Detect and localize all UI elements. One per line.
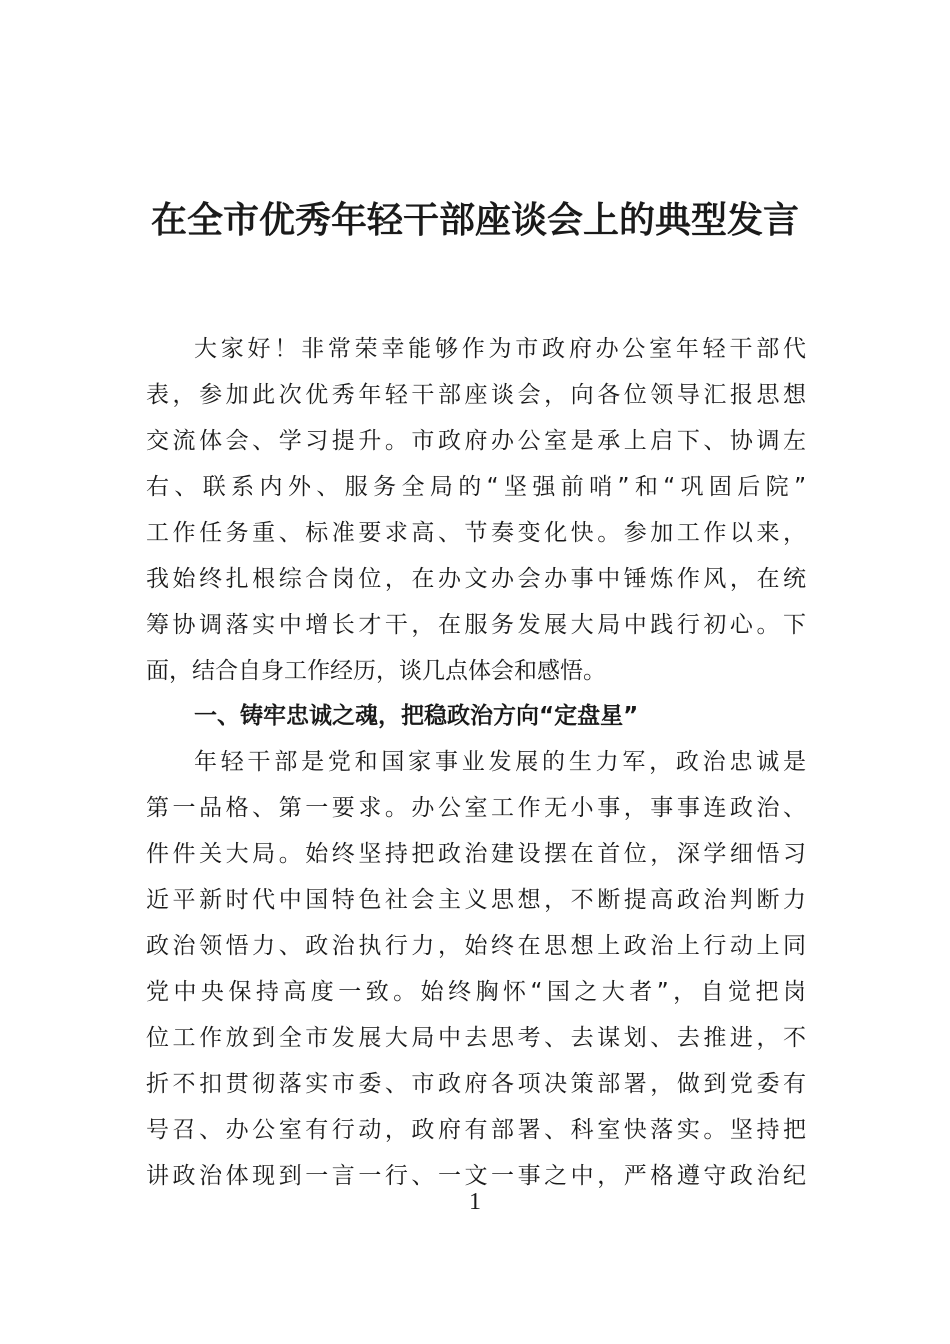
- intro-line: 我始终扎根综合岗位，在办文办会办事中锤炼作风，在统: [146, 566, 806, 592]
- section-line: 政治领悟力、政治执行力，始终在思想上政治上行动上同: [146, 933, 806, 959]
- intro-line: 表，参加此次优秀年轻干部座谈会，向各位领导汇报思想: [146, 382, 806, 408]
- section-line: 号召、办公室有行动，政府有部署、科室快落实。坚持把: [146, 1117, 806, 1143]
- section-line: 讲政治体现到一言一行、一文一事之中，严格遵守政治纪: [146, 1163, 806, 1189]
- section-line: 近平新时代中国特色社会主义思想，不断提高政治判断力: [146, 887, 806, 913]
- document-title: 在全市优秀年轻干部座谈会上的典型发言: [150, 199, 799, 241]
- section-line: 件件关大局。始终坚持把政治建设摆在首位，深学细悟习: [146, 841, 806, 867]
- section-line: 第一品格、第一要求。办公室工作无小事，事事连政治、: [146, 795, 806, 821]
- intro-line: 工作任务重、标准要求高、节奏变化快。参加工作以来，: [146, 520, 806, 546]
- section-line: 折不扣贯彻落实市委、市政府各项决策部署，做到党委有: [146, 1071, 806, 1097]
- intro-line: 大家好！非常荣幸能够作为市政府办公室年轻干部代: [194, 336, 806, 362]
- intro-line: 右、联系内外、服务全局的“坚强前哨”和“巩固后院”: [146, 474, 806, 500]
- section-line: 年轻干部是党和国家事业发展的生力军，政治忠诚是: [194, 749, 806, 775]
- intro-line: 筹协调落实中增长才干，在服务发展大局中践行初心。下: [146, 612, 806, 638]
- section-heading: 一、铸牢忠诚之魂，把稳政治方向“定盘星”: [194, 703, 639, 729]
- section-line: 位工作放到全市发展大局中去思考、去谋划、去推进，不: [146, 1025, 806, 1051]
- intro-line: 面，结合自身工作经历，谈几点体会和感悟。: [146, 658, 606, 684]
- page-number: 1: [469, 1189, 481, 1215]
- section-line: 党中央保持高度一致。始终胸怀“国之大者”，自觉把岗: [146, 979, 806, 1005]
- intro-line: 交流体会、学习提升。市政府办公室是承上启下、协调左: [146, 428, 806, 454]
